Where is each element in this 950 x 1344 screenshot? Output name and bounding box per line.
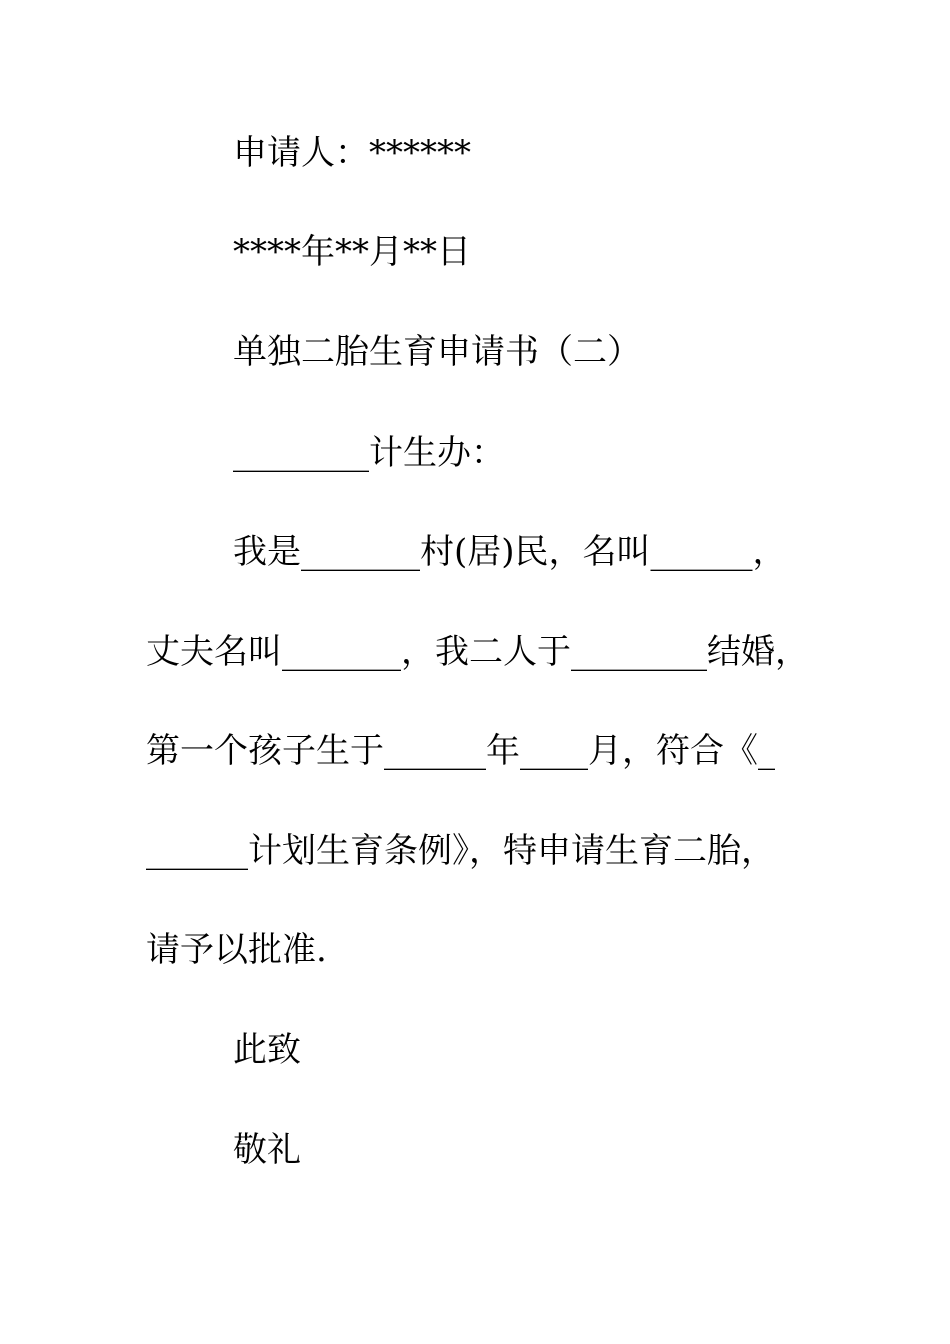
body-line-4: ______计划生育条例》，特申请生育二胎， — [146, 831, 775, 871]
addressee-line: ________计生办： — [233, 433, 505, 473]
body-line-5: 请予以批准. — [146, 930, 327, 970]
applicant-line: 申请人：****** — [233, 133, 471, 173]
date-line: ****年**月**日 — [233, 232, 471, 272]
body-line-3: 第一个孩子生于______年____月，符合《_ — [146, 731, 775, 771]
body-line-1: 我是_______村(居)民，名叫______， — [233, 532, 787, 572]
document-title: 单独二胎生育申请书（二） — [233, 332, 641, 372]
body-line-2: 丈夫名叫_______，我二人于________结婚， — [146, 632, 809, 672]
closing-salutation: 此致 — [233, 1030, 301, 1070]
closing-regards: 敬礼 — [233, 1130, 301, 1170]
